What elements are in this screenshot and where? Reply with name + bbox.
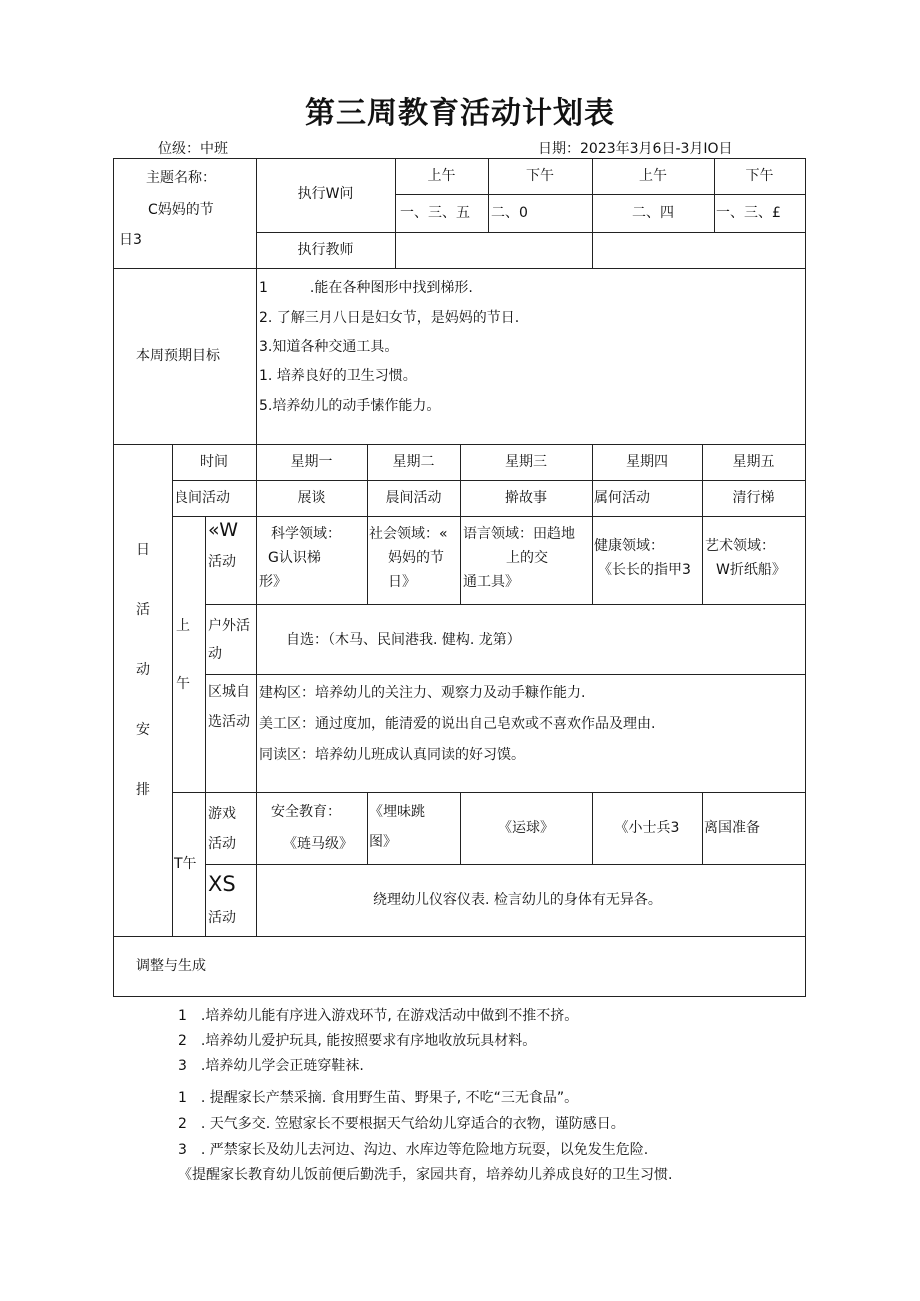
pm-label-1: 下午 xyxy=(526,168,554,184)
goal-item: 3.知道各种交通工具。 xyxy=(259,339,399,355)
goal-item: 1 .能在各种图形中找到梯形. xyxy=(259,280,473,296)
game-cell-thu: 《小士兵3 xyxy=(614,820,680,836)
area-item: 同读区：培养幼儿班成认真同读的好习馍。 xyxy=(259,747,525,763)
group-big-label: «W xyxy=(208,519,239,541)
morning-row-label: 良间活动 xyxy=(174,490,230,506)
outdoor-content: 自选：（木马、民间港我. 健构. 龙第） xyxy=(286,632,521,648)
group-label: 活动 xyxy=(208,554,236,570)
weekday-header: 星期五 xyxy=(732,454,775,470)
game-cell-wed: 《运球》 xyxy=(498,820,554,836)
weekday-header: 星期四 xyxy=(626,454,668,470)
page-title: 第三周教育活动计划表 xyxy=(305,96,615,131)
theme-value-line-2: 日3 xyxy=(119,232,142,248)
goal-item: 1. 培养良好的卫生习惯。 xyxy=(259,368,417,384)
goal-item: 5.培养幼儿的动手愫作能力。 xyxy=(259,398,441,414)
morning-item: 清行梯 xyxy=(732,490,775,506)
days-1: 一、三、五 xyxy=(400,205,470,221)
morning-item: 属何活动 xyxy=(594,490,650,506)
class-label: 位级：中班 xyxy=(158,141,228,157)
days-2: 二、0 xyxy=(491,205,528,221)
am-char-2: 午 xyxy=(176,676,190,692)
note-item: 1 .培养幼儿能有序进入游戏环节, 在游戏活动中做到不推不挤。 xyxy=(178,1008,579,1024)
exec-teacher-label: 执行教师 xyxy=(297,242,354,258)
morning-item: 展谈 xyxy=(297,490,326,506)
morning-item: 擀故事 xyxy=(505,490,547,506)
area-item: 美工区：通过度加，能清爱的说出自己皂欢或不喜欢作品及理由. xyxy=(259,716,656,732)
theme-label: 主题名称： xyxy=(146,170,216,186)
days-4: 一、三、£ xyxy=(716,205,781,221)
area-item: 建构区：培养幼儿的关注力、观察力及动手糠作能力. xyxy=(259,685,586,701)
game-label-1: 游戏 xyxy=(208,806,236,822)
days-3: 二、四 xyxy=(632,205,674,221)
weekday-header: 星期一 xyxy=(290,454,333,470)
game-label-2: 活动 xyxy=(208,836,236,852)
am-label-2: 上午 xyxy=(639,168,667,184)
note-item: 1 . 提醒家长产禁采摘. 食用野生苗、野果子, 不吃“三无食品”。 xyxy=(178,1090,579,1106)
goal-item: 2. 了解三月八日是妇女节，是妈妈的节日. xyxy=(259,310,520,326)
time-label: 时间 xyxy=(200,454,228,470)
date-label: 日期：2023年3月6日-3月IO日 xyxy=(538,141,733,157)
exec-time-label: 执行W问 xyxy=(297,186,354,202)
note-item: 《提醒家长教育幼儿饭前便后勤洗手，家园共育，培养幼儿养成良好的卫生习惯. xyxy=(178,1167,673,1183)
pm-label-2: 下午 xyxy=(745,168,774,184)
weekday-header: 星期二 xyxy=(392,454,435,470)
game-cell-fri: 离国准备 xyxy=(704,820,760,836)
theme-value-line-1: C妈妈的节 xyxy=(148,202,214,218)
am-char-1: 上 xyxy=(176,618,190,634)
note-item: 2 .培养幼儿爱护玩具, 能按照要求有序地收放玩具材料。 xyxy=(178,1033,537,1049)
xs-content: 绕理幼儿仪容仪表. 检言幼儿的身体有无异各。 xyxy=(373,892,662,908)
goals-label: 本周预期目标 xyxy=(136,348,220,364)
note-item: 3 .培养幼儿学会正琏穿鞋袜. xyxy=(178,1058,364,1074)
adjust-label: 调整与生成 xyxy=(136,958,206,974)
area-label-1: 区城自 xyxy=(208,684,250,700)
pm-char: T午 xyxy=(174,856,197,872)
am-label-1: 上午 xyxy=(427,168,456,184)
xs-label: 活动 xyxy=(208,910,236,926)
morning-item: 晨间活动 xyxy=(385,490,442,506)
area-label-2: 选活动 xyxy=(208,714,250,730)
weekday-header: 星期三 xyxy=(505,454,547,470)
note-item: 2 . 天气多交. 笠慰家长不要根据天气给幼儿穿适合的衣物，谨防感日。 xyxy=(178,1116,625,1132)
outdoor-label-1: 户外活 xyxy=(208,618,250,634)
note-item: 3 . 严禁家长及幼儿去河边、沟边、水库边等危险地方玩耍，以免发生危险. xyxy=(178,1142,649,1158)
xs-big-label: XS xyxy=(208,872,236,896)
outdoor-label-2: 动 xyxy=(208,646,222,662)
